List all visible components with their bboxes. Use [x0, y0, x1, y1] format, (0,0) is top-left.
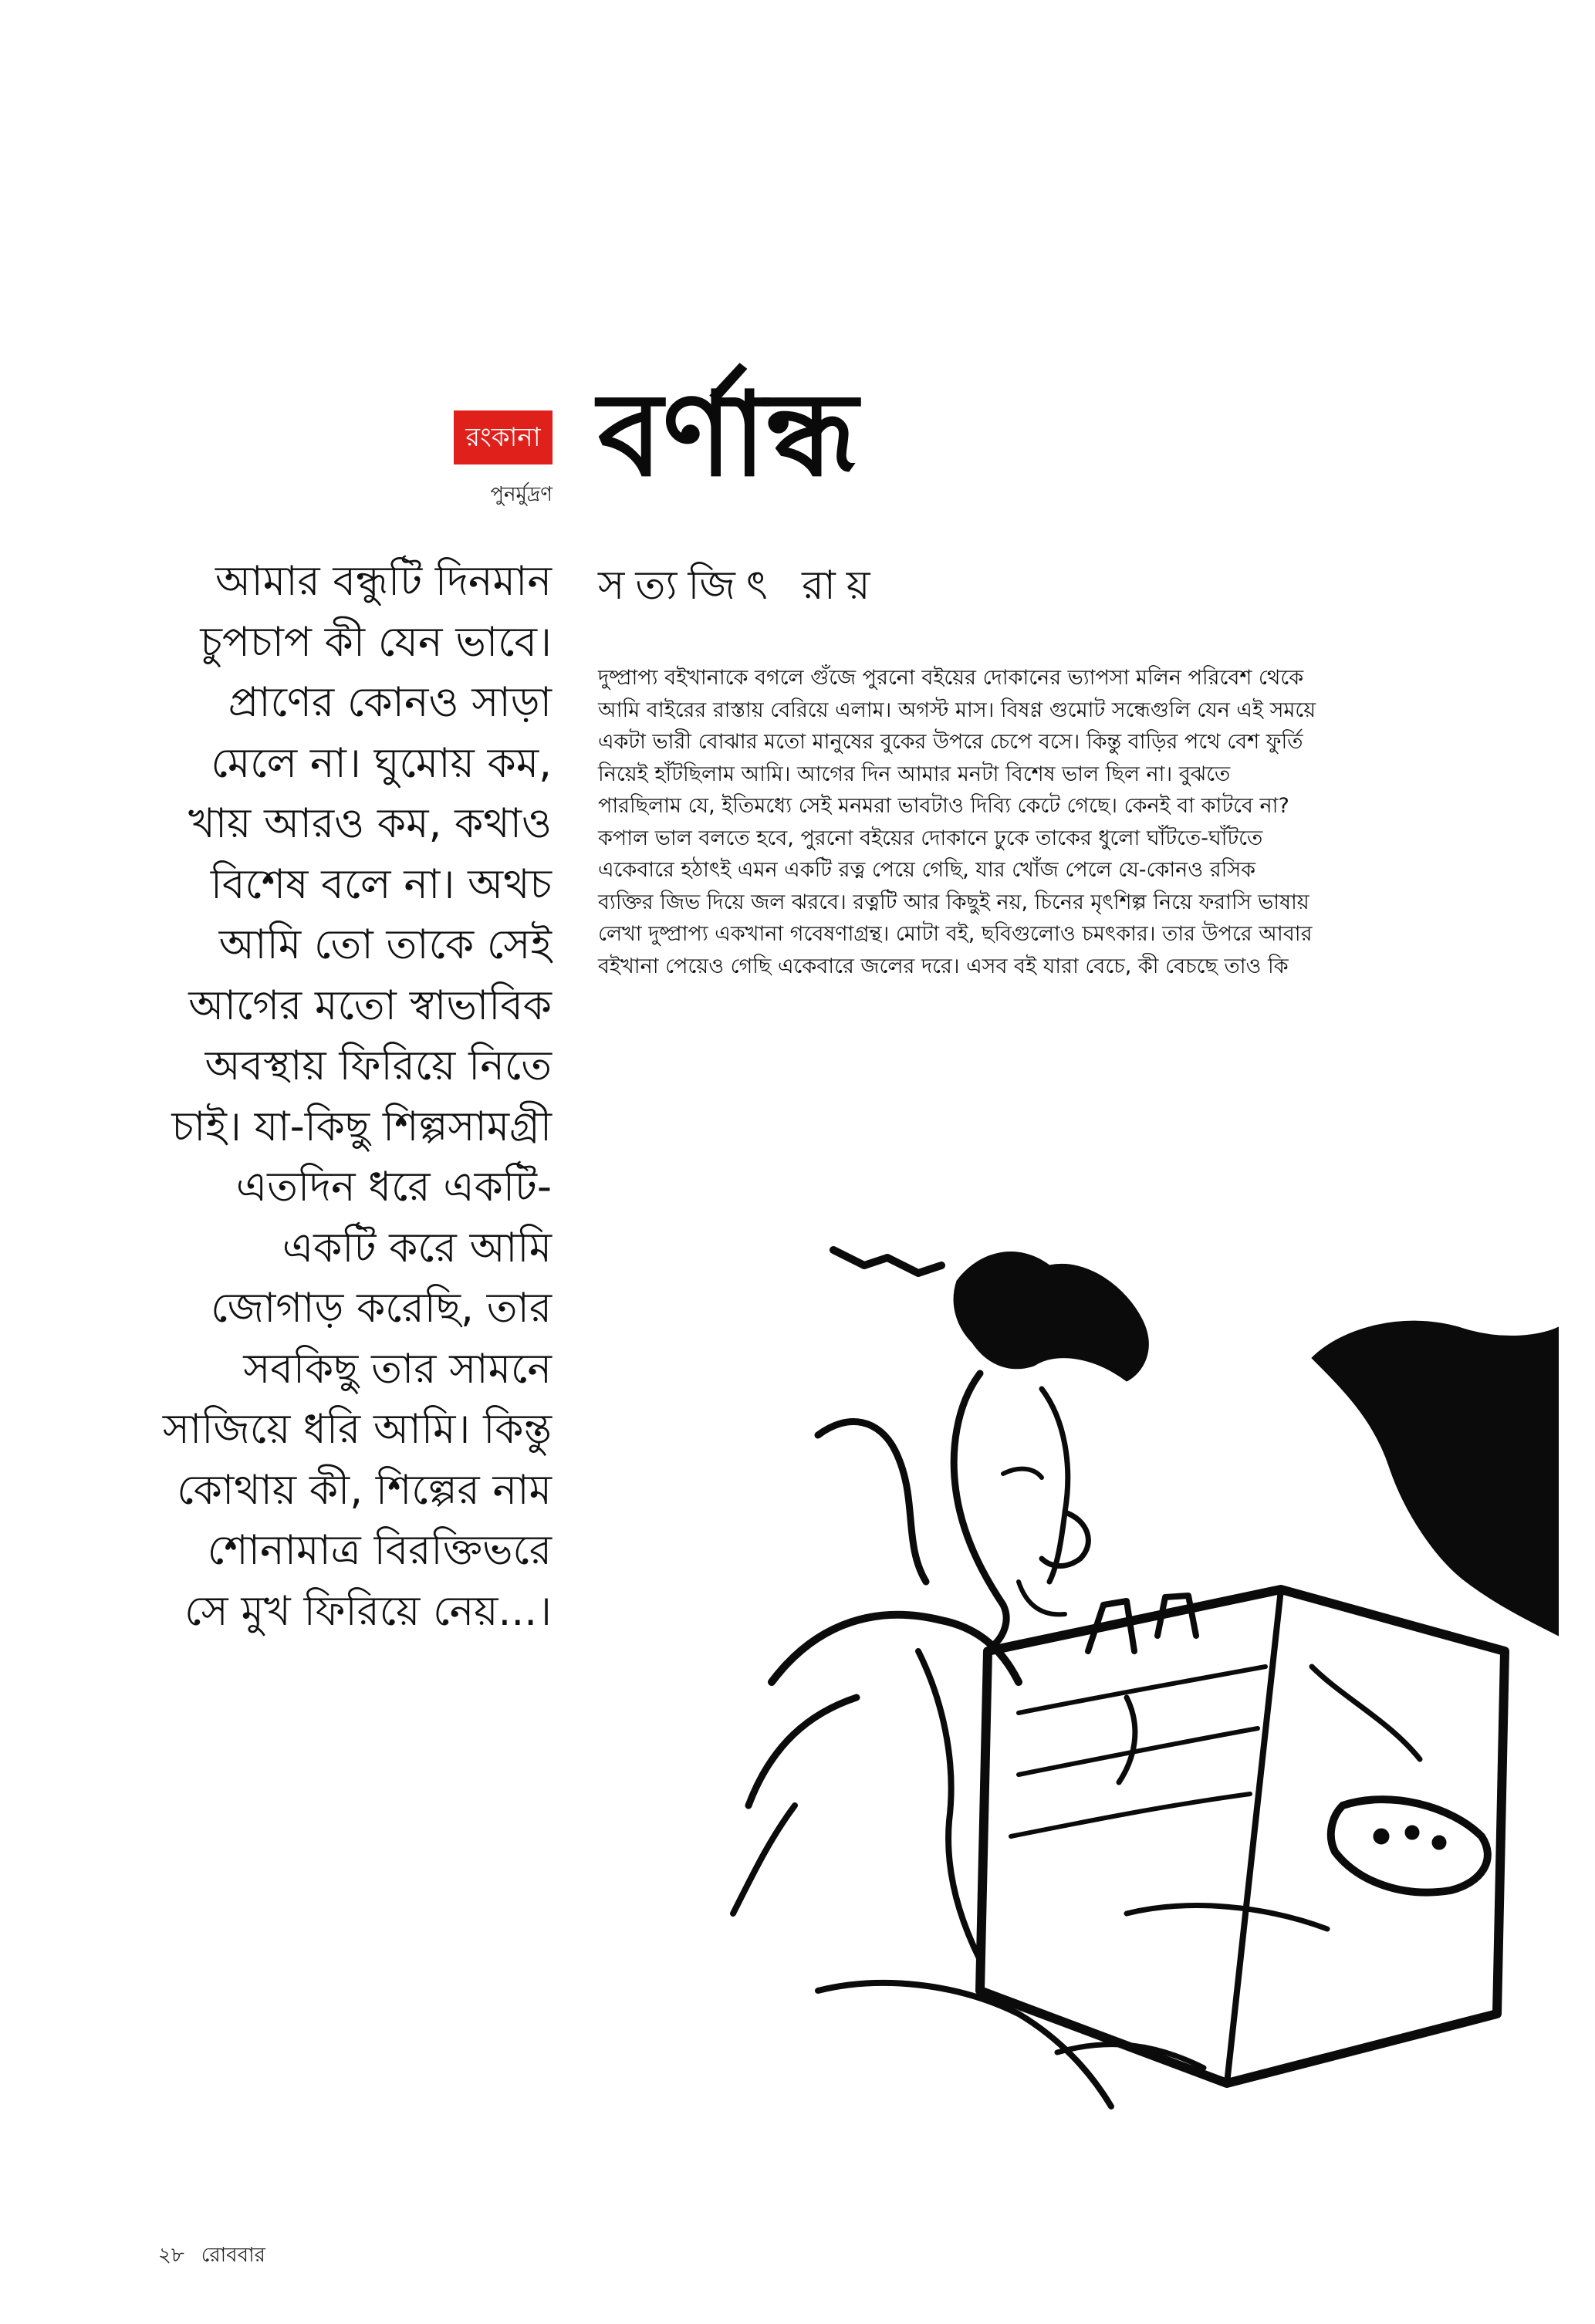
pull-quote-line: প্রাণের কোনও সাড়া [228, 679, 552, 726]
body-line: পারছিলাম যে, ইতিমধ্যে সেই মনমরা ভাবটাও দিব্যি কেটে গেছে। কেনই বা কাটবে না? [598, 794, 1289, 818]
pull-quote-line: সবকিছু তার সামনে [243, 1345, 552, 1393]
body-line: দুষ্প্রাপ্য বইখানাকে বগলে গুঁজে পুরনো বইয়ের দোকানের ভ্যাপসা মলিন পরিবেশ থেকে [598, 666, 1304, 690]
pull-quote-line: বিশেষ বলে না। অথচ [210, 860, 552, 908]
section-tag: রংকানা [454, 410, 553, 464]
article-body [598, 662, 1447, 982]
body-line: একেবারে হঠাৎই এমন একটি রত্ন পেয়ে গেছি, যার খোঁজ পেলে যে-কোনও রসিক [598, 858, 1256, 882]
body-line: নিয়েই হাঁটছিলাম আমি। আগের দিন আমার মনটা বিশেষ ভাল ছিল না। বুঝতে [598, 762, 1231, 786]
pull-quote-line: আমি তো তাকে সেই [218, 921, 552, 968]
pull-quote-line: আমার বন্ধুটি দিনমান [215, 558, 552, 605]
ink-sketch-man-with-books-illustration [725, 1219, 1559, 2130]
pull-quote-line: চুপচাপ কী যেন ভাবে। [200, 618, 552, 666]
page-footer [158, 2239, 282, 2273]
pull-quote [150, 552, 552, 1642]
pull-quote-line: আগের মতো স্বাভাবিক [188, 981, 552, 1029]
pull-quote-line: এতদিন ধরে একটি- [235, 1164, 552, 1211]
pull-quote-line: কোথায় কী, শিল্পের নাম [177, 1466, 552, 1514]
body-line: বইখানা পেয়েও গেছি একেবারে জলের দরে। এসব বই যারা বেচে, কী বেচছে তাও কি [598, 954, 1289, 978]
pull-quote-line: অবস্থায় ফিরিয়ে নিতে [204, 1042, 552, 1089]
pull-quote-line: মেলে না। ঘুমোয় কম, [211, 739, 552, 787]
pull-quote-line: শোনামাত্র বিরক্তিভরে [207, 1527, 552, 1574]
body-line: লেখা দুষ্প্রাপ্য একখানা গবেষণাগ্রন্থ। মোটা বই, ছবিগুলোও চমৎকার। তার উপরে আবার [598, 922, 1313, 946]
page-number: ২৮ [158, 2244, 184, 2267]
body-line: আমি বাইরের রাস্তায় বেরিয়ে এলাম। অগস্ট মাস। বিষণ্ণ গুমোট সন্ধেগুলি যেন এই সময়ে [598, 698, 1316, 722]
body-line: ব্যক্তির জিভ দিয়ে জল ঝরবে। রত্নটি আর কিছুই নয়, চিনের মৃৎশিল্প নিয়ে ফরাসি ভাষায় [598, 890, 1309, 914]
pull-quote-line: জোগাড় করেছি, তার [211, 1285, 552, 1332]
pull-quote-line: খায় আরও কম, কথাও [188, 800, 552, 847]
pull-quote-line: সে মুখ ফিরিয়ে নেয়...। [184, 1587, 552, 1635]
pull-quote-line: একটি করে আমি [282, 1224, 552, 1272]
reprint-label: পুনর্মুদ্রণ [490, 483, 553, 506]
body-line: কপাল ভাল বলতে হবে, পুরনো বইয়ের দোকানে ঢুকে তাকের ধুলো ঘাঁটতে-ঘাঁটতে [598, 826, 1263, 850]
publication-name: রোববার [201, 2244, 265, 2267]
body-line: একটা ভারী বোঝার মতো মানুষের বুকের উপরে চেপে বসে। কিন্তু বাড়ির পথে বেশ ফুর্তি [598, 730, 1303, 754]
article-author: সত্যজিৎ রায় [598, 562, 881, 609]
article-title: বর্ণান্ধ [598, 367, 858, 502]
pull-quote-line: সাজিয়ে ধরি আমি। কিন্তু [162, 1406, 552, 1453]
pull-quote-line: চাই। যা-কিছু শিল্পসামগ্রী [171, 1103, 552, 1150]
